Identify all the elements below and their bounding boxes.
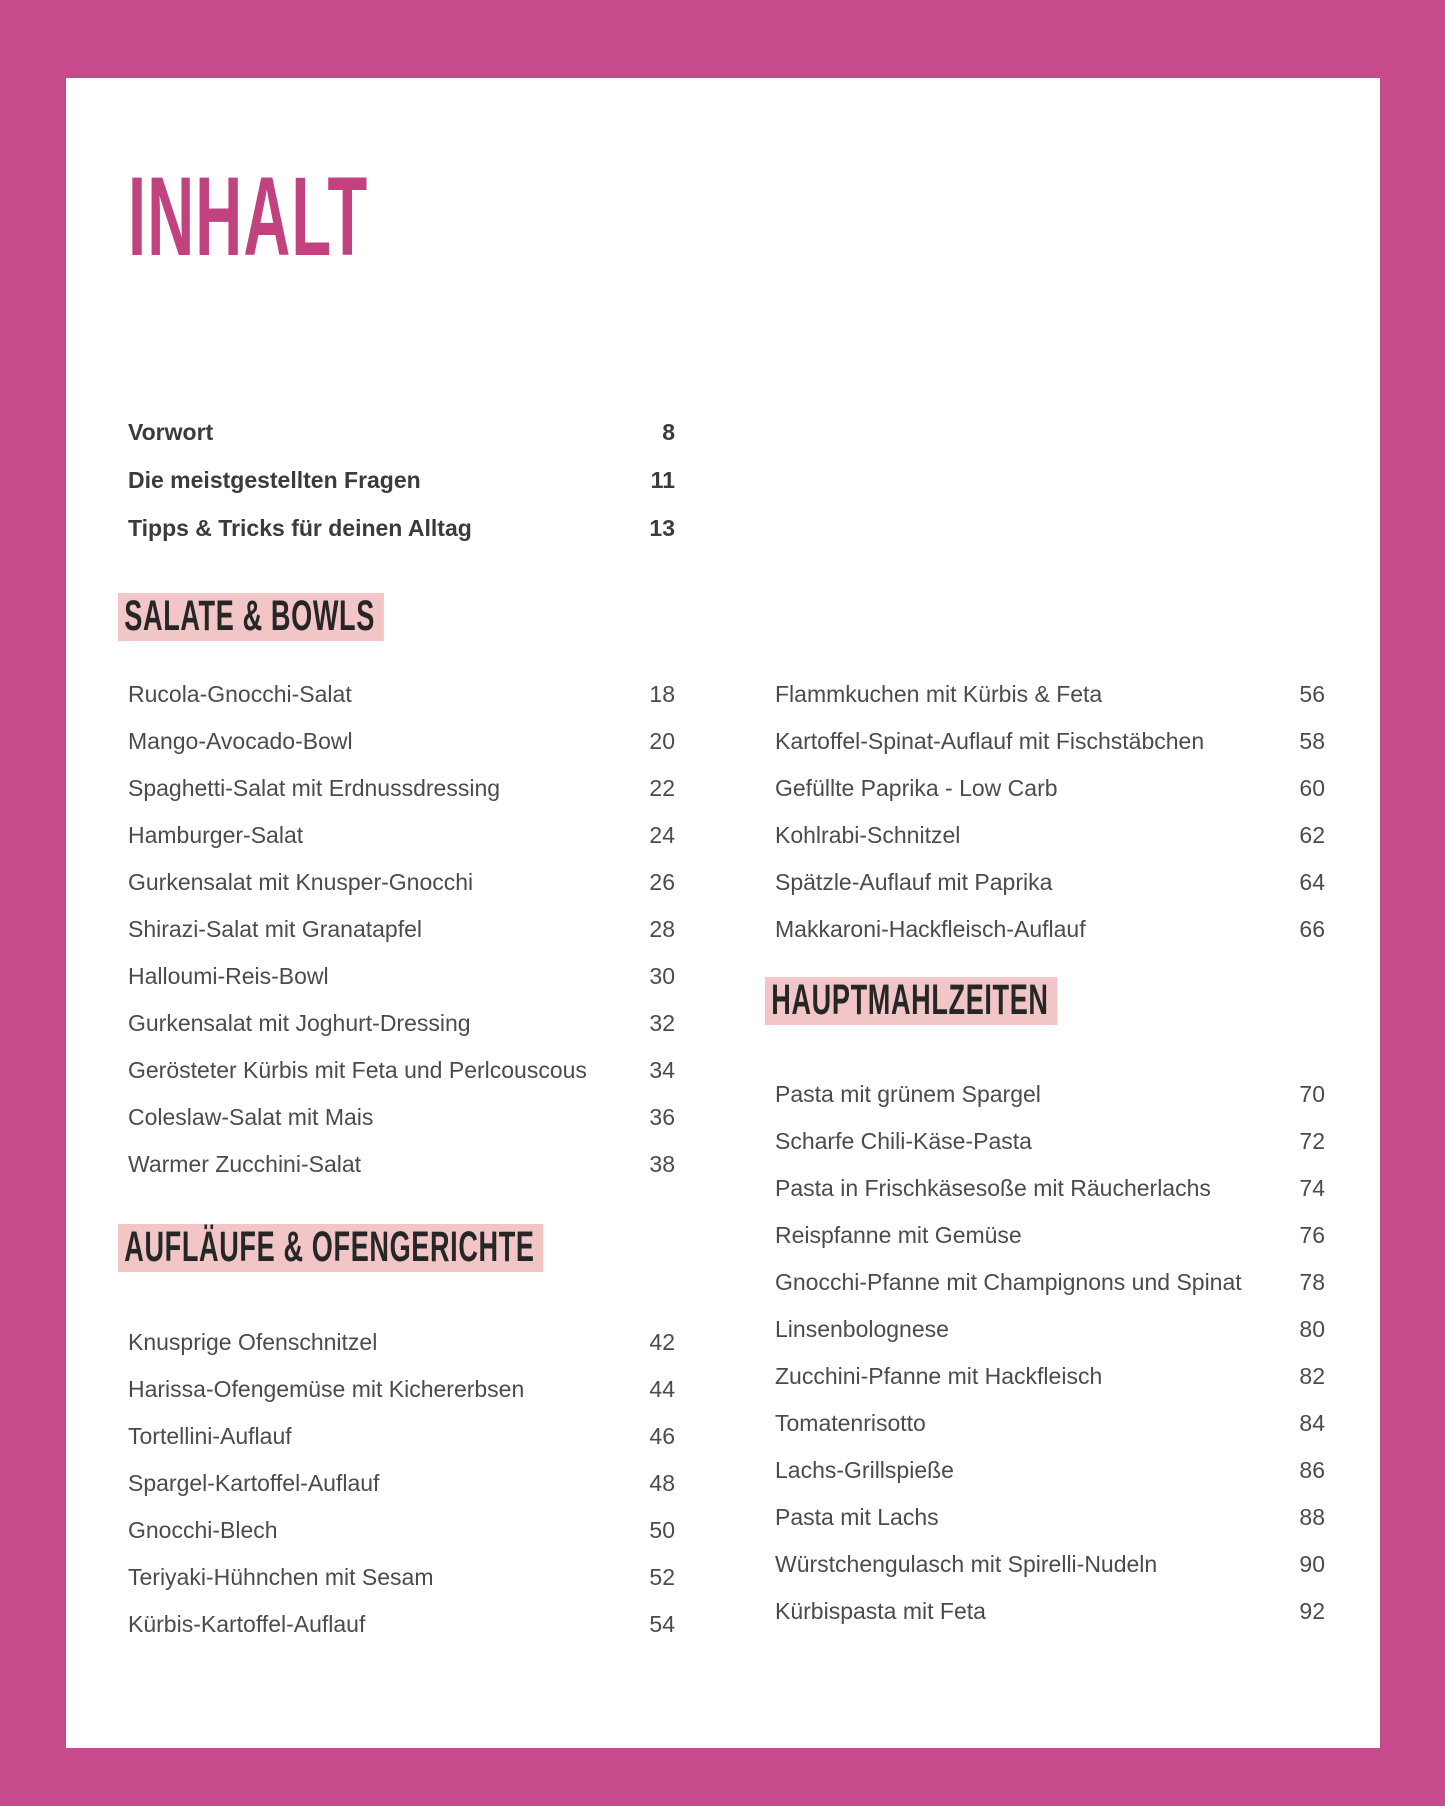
toc-entry-row: [775, 1598, 1325, 1624]
entry-label: Pasta in Frischkäsesoße mit Räucherlachs: [775, 1175, 1211, 1201]
toc-entry-row: [775, 1551, 1325, 1577]
entry-page-number: 24: [649, 822, 675, 848]
section-heading-wrap: [124, 592, 675, 641]
toc-entry-row: [128, 681, 675, 707]
front-matter-row: [128, 467, 675, 493]
toc-entry-row: [128, 1151, 675, 1177]
entry-page-number: 76: [1299, 1222, 1325, 1248]
entry-label: Mango-Avocado-Bowl: [128, 728, 353, 754]
entry-label: Gnocchi-Pfanne mit Champignons und Spinat: [775, 1269, 1242, 1295]
front-matter-list: [128, 419, 675, 541]
entry-label: Linsenbolognese: [775, 1316, 949, 1342]
entry-page-number: 50: [649, 1517, 675, 1543]
entry-label: Gerösteter Kürbis mit Feta und Perlcouscous: [128, 1057, 587, 1083]
entry-label: Scharfe Chili-Käse-Pasta: [775, 1128, 1032, 1154]
entry-label: Vorwort: [128, 419, 214, 445]
entry-page-number: 20: [649, 728, 675, 754]
entry-page-number: 46: [649, 1423, 675, 1449]
entry-page-number: 36: [649, 1104, 675, 1130]
entry-page-number: 32: [649, 1010, 675, 1036]
entry-page-number: 13: [649, 515, 675, 541]
entry-page-number: 26: [649, 869, 675, 895]
entry-label: Shirazi-Salat mit Granatapfel: [128, 916, 423, 942]
toc-entry-row: [128, 1611, 675, 1637]
section-heading-wrap: [124, 1223, 675, 1272]
entry-page-number: 86: [1299, 1457, 1325, 1483]
entry-page-number: 44: [649, 1376, 675, 1402]
page-title: INHALT: [128, 154, 369, 279]
toc-entry-row: [775, 1457, 1325, 1483]
toc-entry-row: [128, 822, 675, 848]
toc-entry-row: [128, 1010, 675, 1036]
entry-label: Makkaroni-Hackfleisch-Auflauf: [775, 916, 1086, 942]
toc-entry-row: [128, 1376, 675, 1402]
toc-entry-row: [128, 963, 675, 989]
entry-label: Pasta mit grünem Spargel: [775, 1081, 1041, 1107]
entry-label: Halloumi-Reis-Bowl: [128, 963, 329, 989]
entry-page-number: 60: [1299, 775, 1325, 801]
toc-entry-row: [775, 1081, 1325, 1107]
entry-page-number: 11: [650, 467, 675, 493]
entry-page-number: 90: [1299, 1551, 1325, 1577]
entry-label: Tipps & Tricks für deinen Alltag: [128, 515, 472, 541]
front-matter-row: [128, 419, 675, 445]
entry-label: Tomatenrisotto: [775, 1410, 926, 1436]
entry-page-number: 18: [649, 681, 675, 707]
toc-page: [66, 78, 1380, 1748]
toc-entry-row: [775, 775, 1325, 801]
toc-entry-row: [128, 1329, 675, 1355]
entry-label: Tortellini-Auflauf: [128, 1423, 292, 1449]
toc-entry-row: [128, 1057, 675, 1083]
front-matter-row: [128, 515, 675, 541]
entry-label: Spaghetti-Salat mit Erdnussdressing: [128, 775, 501, 801]
section-heading-hauptmahlzeiten: HAUPTMAHLZEITEN: [765, 977, 1057, 1025]
toc-entry-row: [775, 1316, 1325, 1342]
toc-entry-row: [128, 916, 675, 942]
entry-page-number: 80: [1299, 1316, 1325, 1342]
entry-page-number: 54: [649, 1611, 675, 1637]
entry-page-number: 38: [649, 1151, 675, 1177]
toc-entry-row: [775, 728, 1325, 754]
entry-page-number: 8: [662, 419, 675, 445]
entry-page-number: 82: [1299, 1363, 1325, 1389]
entry-label: Gurkensalat mit Knusper-Gnocchi: [128, 869, 474, 895]
entry-page-number: 70: [1299, 1081, 1325, 1107]
toc-entry-row: [775, 1175, 1325, 1201]
toc-entry-row: [775, 869, 1325, 895]
section-heading-salate-bowls: SALATE & BOWLS: [118, 593, 384, 641]
entry-label: Coleslaw-Salat mit Mais: [128, 1104, 374, 1130]
entry-label: Teriyaki-Hühnchen mit Sesam: [128, 1564, 434, 1590]
entry-label: Spätzle-Auflauf mit Paprika: [775, 869, 1053, 895]
toc-entry-row: [128, 728, 675, 754]
toc-columns: [124, 592, 1380, 1658]
toc-entry-row: [775, 1222, 1325, 1248]
entry-page-number: 48: [649, 1470, 675, 1496]
toc-entry-row: [128, 1564, 675, 1590]
toc-entry-row: [775, 1363, 1325, 1389]
toc-entry-row: [775, 916, 1325, 942]
entry-label: Harissa-Ofengemüse mit Kichererbsen: [128, 1376, 525, 1402]
toc-entry-row: [775, 1269, 1325, 1295]
entry-label: Gnocchi-Blech: [128, 1517, 278, 1543]
entry-page-number: 28: [649, 916, 675, 942]
entry-page-number: 74: [1299, 1175, 1325, 1201]
entry-page-number: 64: [1299, 869, 1325, 895]
entry-label: Pasta mit Lachs: [775, 1504, 939, 1530]
entry-label: Gefüllte Paprika - Low Carb: [775, 775, 1058, 801]
section-heading-auflaeufe-ofengerichte: AUFLÄUFE & OFENGERICHTE: [118, 1224, 543, 1272]
entry-label: Knusprige Ofenschnitzel: [128, 1329, 378, 1355]
auflaeufe-ofengerichte-list: [128, 1329, 675, 1637]
entry-label: Kohlrabi-Schnitzel: [775, 822, 961, 848]
section-heading-wrap: [771, 976, 1325, 1025]
entry-label: Kürbis-Kartoffel-Auflauf: [128, 1611, 366, 1637]
entry-label: Zucchini-Pfanne mit Hackfleisch: [775, 1363, 1103, 1389]
toc-entry-row: [128, 1470, 675, 1496]
hauptmahlzeiten-list: [775, 1081, 1325, 1624]
entry-page-number: 52: [649, 1564, 675, 1590]
entry-page-number: 78: [1299, 1269, 1325, 1295]
entry-label: Rucola-Gnocchi-Salat: [128, 681, 352, 707]
entry-page-number: 22: [649, 775, 675, 801]
toc-entry-row: [775, 1128, 1325, 1154]
left-column: [124, 592, 675, 1658]
entry-page-number: 92: [1299, 1598, 1325, 1624]
entry-page-number: 34: [649, 1057, 675, 1083]
entry-label: Reispfanne mit Gemüse: [775, 1222, 1022, 1248]
entry-label: Warmer Zucchini-Salat: [128, 1151, 362, 1177]
salate-bowls-list: [128, 681, 675, 1177]
entry-page-number: 56: [1299, 681, 1325, 707]
entry-label: Spargel-Kartoffel-Auflauf: [128, 1470, 380, 1496]
toc-entry-row: [775, 1504, 1325, 1530]
entry-page-number: 84: [1299, 1410, 1325, 1436]
toc-entry-row: [775, 1410, 1325, 1436]
toc-entry-row: [128, 1517, 675, 1543]
toc-entry-row: [775, 681, 1325, 707]
toc-entry-row: [128, 775, 675, 801]
toc-entry-row: [775, 822, 1325, 848]
toc-entry-row: [128, 1104, 675, 1130]
entry-page-number: 30: [649, 963, 675, 989]
entry-page-number: 62: [1299, 822, 1325, 848]
entry-label: Lachs-Grillspieße: [775, 1457, 954, 1483]
auflaeufe-continued-list: [775, 681, 1325, 942]
entry-page-number: 66: [1299, 916, 1325, 942]
entry-page-number: 72: [1299, 1128, 1325, 1154]
entry-page-number: 42: [649, 1329, 675, 1355]
entry-page-number: 58: [1299, 728, 1325, 754]
toc-entry-row: [128, 1423, 675, 1449]
entry-label: Die meistgestellten Fragen: [128, 467, 421, 493]
entry-label: Gurkensalat mit Joghurt-Dressing: [128, 1010, 471, 1036]
right-column: [771, 593, 1325, 1658]
toc-entry-row: [128, 869, 675, 895]
entry-label: Hamburger-Salat: [128, 822, 304, 848]
entry-label: Kürbispasta mit Feta: [775, 1598, 986, 1624]
entry-label: Kartoffel-Spinat-Auflauf mit Fischstäbchen: [775, 728, 1205, 754]
entry-label: Flammkuchen mit Kürbis & Feta: [775, 681, 1103, 707]
entry-label: Würstchengulasch mit Spirelli-Nudeln: [775, 1551, 1158, 1577]
entry-page-number: 88: [1299, 1504, 1325, 1530]
